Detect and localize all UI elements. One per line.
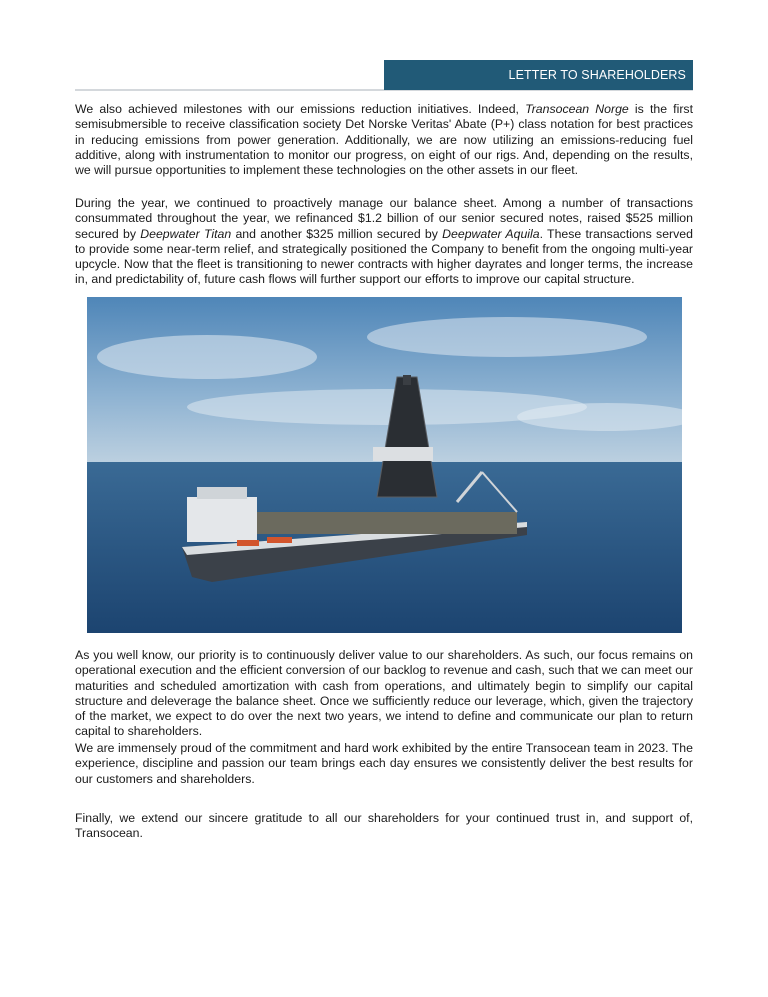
section-header xyxy=(384,60,693,90)
italic-rig-name: Deepwater Aquila xyxy=(442,226,540,241)
drillship-photo xyxy=(87,297,682,633)
paragraph-emissions xyxy=(75,102,693,178)
text-segment: is the first semisubmersible to receive classification society Det Norske Veritas' Abate (P+) class notation for best practices in reducing emissions from power generation. Additionally, we are now utilizing an emissions-reducing fuel additive, along with instrumentation to monitor our progress, on eight of our rigs. And, depending on the results, we will pursue opportunities to implement these technologies on the other assets in our fleet. xyxy=(75,102,693,178)
paragraph-priority xyxy=(75,648,693,740)
paragraph-pride xyxy=(75,741,693,787)
section-title: LETTER TO SHAREHOLDERS xyxy=(508,68,686,82)
text-segment: We also achieved milestones with our emissions reduction initiatives. Indeed, xyxy=(75,102,526,116)
text-segment: . These transactions served to provide some near-term relief, and strategically positioned the Company to benefit from the ongoing multi-year upcycle. Now that the fleet is transitioning to newer contracts with higher dayrates and longer terms, the increase in, and predictability of, future cash flows will further support our efforts to improve our capital structure. xyxy=(75,226,693,287)
text-segment: During the year, we continued to proactively manage our balance sheet. Among a number of transactions consummated throughout the year, we refinanced $1.2 billion of our senior secured notes, raised $525 million secured by xyxy=(75,196,693,241)
text-segment: and another $325 million secured by xyxy=(231,226,443,241)
text-segment: As you well know, our priority is to continuously deliver value to our shareholders. As such, our focus remains on operational execution and the efficient conversion of our backlog to revenue and cash, such that we can meet our maturities and scheduled amortization with cash from operations, and ultimately begin to simplify our capital structure and deleverage the balance sheet. Once we sufficiently reduce our leverage, which, given the trajectory of the market, we expect to do over the next two years, we intend to define and communicate our plan to return capital to shareholders. xyxy=(75,648,693,739)
italic-rig-name: Transocean Norge xyxy=(525,102,629,116)
text-segment: We are immensely proud of the commitment and hard work exhibited by the entire Transocean team in 2023. The experience, discipline and passion our team brings each day ensures we consistently deliver the best results for our customers and shareholders. xyxy=(75,741,693,786)
italic-rig-name: Deepwater Titan xyxy=(140,226,232,241)
text-segment: Finally, we extend our sincere gratitude to all our shareholders for your continued trust in, and support of, Transocean. xyxy=(75,811,693,841)
paragraph-balance-sheet xyxy=(75,196,693,288)
paragraph-gratitude xyxy=(75,811,693,842)
